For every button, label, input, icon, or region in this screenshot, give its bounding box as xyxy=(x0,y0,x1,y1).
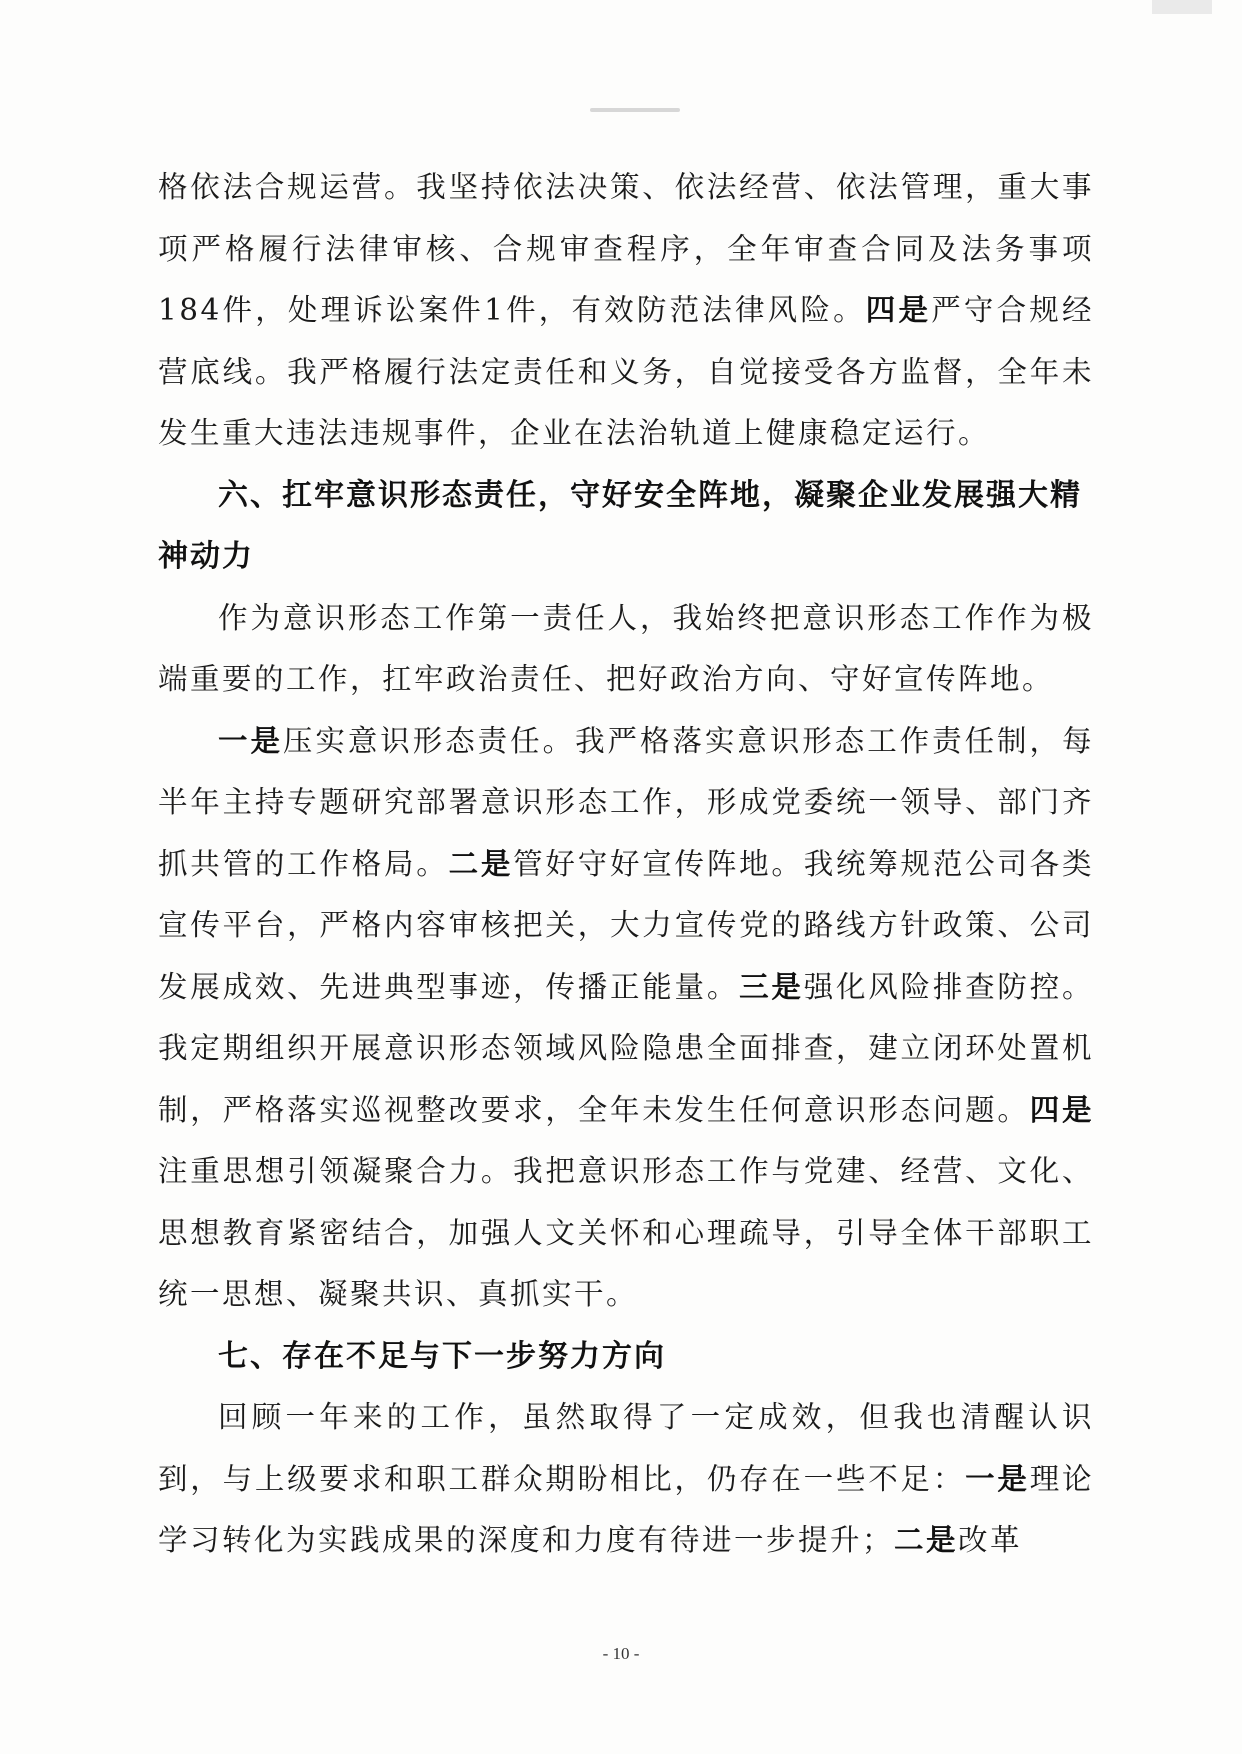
enumeration-keyword: 二是 xyxy=(448,846,514,881)
scan-artifact-mark xyxy=(590,108,680,112)
text-run: 六、扛牢意识形态责任，守好安全阵地，凝聚企业发展强大精神动力 xyxy=(158,477,1082,574)
text-run: 强化风险排查防控。我定期组织开展意识形态领域风险隐患全面排查，建立闭环处置机制，严格落实巡视整改要求，全年未发生任何意识形态问题。 xyxy=(158,969,1094,1127)
text-run: 格依法合规运营。我坚持依法决策、依法经营、依法管理，重大事项严格履行法律审核、合规审查程序，全年审查合同及法务事项184件，处理诉讼案件1件，有效防范法律风险。 xyxy=(158,170,1094,327)
body-paragraph xyxy=(158,711,1094,1326)
text-run: 理论学习转化为实践成果的深度和力度有待进一步提升； xyxy=(158,1461,1094,1557)
enumeration-keyword: 四是 xyxy=(865,293,932,327)
page-number: - 10 - xyxy=(602,1644,640,1663)
body-paragraph xyxy=(158,588,1094,711)
body-paragraph xyxy=(158,157,1094,465)
section-heading xyxy=(158,465,1094,588)
enumeration-keyword: 四是 xyxy=(1029,1092,1094,1127)
text-run: 管好守好宣传阵地。我统筹规范公司各类宣传平台，严格内容审核把关，大力宣传党的路线方针政策、公司发展成效、先进典型事迹，传播正能量。 xyxy=(158,846,1094,1004)
text-run: 改革 xyxy=(958,1523,1023,1557)
text-run: 作为意识形态工作第一责任人，我始终把意识形态工作作为极端重要的工作，扛牢政治责任、把好政治方向、守好宣传阵地。 xyxy=(158,600,1094,696)
enumeration-keyword: 二是 xyxy=(894,1523,959,1557)
enumeration-keyword: 一是 xyxy=(218,723,283,758)
enumeration-keyword: 一是 xyxy=(965,1461,1030,1496)
text-run: 严守合规经营底线。我严格履行法定责任和义务，自觉接受各方监督，全年未发生重大违法违规事件，企业在法治轨道上健康稳定运行。 xyxy=(158,293,1094,450)
text-run: 七、存在不足与下一步努力方向 xyxy=(218,1338,666,1374)
document-body xyxy=(158,157,1094,1572)
text-run: 压实意识形态责任。我严格落实意识形态工作责任制，每半年主持专题研究部署意识形态工作，形成党委统一领导、部门齐抓共管的工作格局。 xyxy=(158,723,1094,881)
text-run: 注重思想引领凝聚合力。我把意识形态工作与党建、经营、文化、思想教育紧密结合，加强人文关怀和心理疏导，引导全体干部职工统一思想、凝聚共识、真抓实干。 xyxy=(158,1154,1094,1311)
text-run: 回顾一年来的工作，虽然取得了一定成效，但我也清醒认识到，与上级要求和职工群众期盼相比，仍存在一些不足： xyxy=(158,1400,1094,1496)
enumeration-keyword: 三是 xyxy=(739,969,804,1004)
scan-artifact-corner xyxy=(1152,0,1212,14)
body-paragraph xyxy=(158,1387,1094,1572)
section-heading xyxy=(158,1326,1094,1388)
